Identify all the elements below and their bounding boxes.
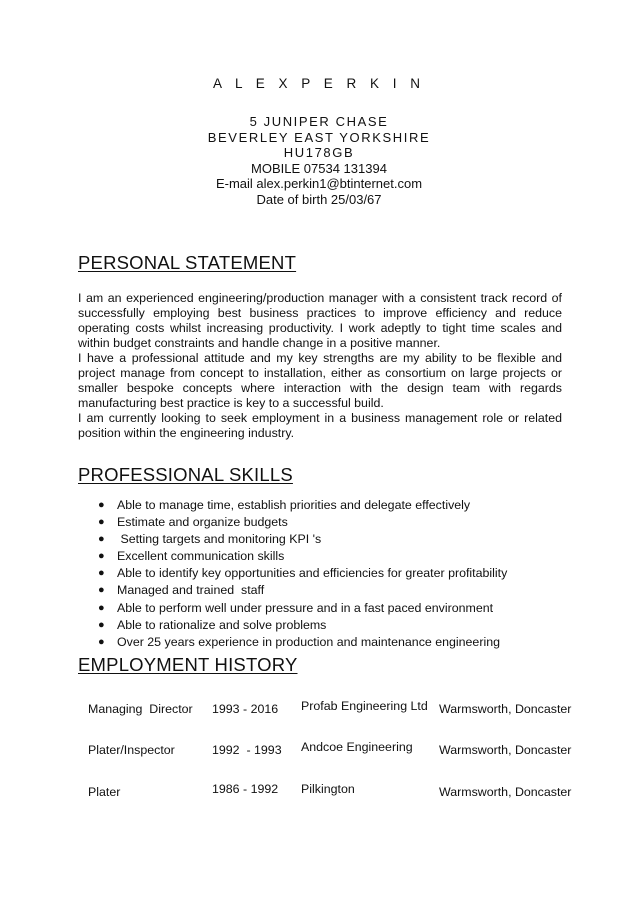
bullet-icon: ● (98, 499, 105, 511)
bullet-icon: ● (98, 618, 105, 631)
bullet-icon: ● (98, 601, 105, 614)
job-years: 1986 - 1992 (212, 782, 279, 796)
job-location: Warmsworth, Doncaster (439, 743, 572, 757)
skill-text: Over 25 years experience in production and maintenance engineering (117, 634, 500, 649)
date-of-birth: Date of birth 25/03/67 (256, 191, 382, 207)
contact-block (0, 114, 638, 208)
job-years: 1992 - 1993 (212, 743, 282, 757)
bullet-icon: ● (98, 635, 105, 648)
bullet-icon: ● (98, 516, 105, 529)
bullet-icon: ● (98, 584, 105, 597)
job-role: Plater/Inspector (88, 743, 175, 757)
personal-statement-heading: PERSONAL STATEMENT (78, 252, 297, 273)
mobile-number: MOBILE 07534 131394 (251, 160, 387, 176)
email-address: E-mail alex.perkin1@btinternet.com (215, 176, 423, 192)
bullet-icon: ● (98, 550, 105, 563)
skill-text: Setting targets and monitoring KPI 's (117, 532, 322, 547)
address-line-1: 5 JUNIPER CHASE (249, 114, 389, 129)
skill-text: Estimate and organize budgets (117, 515, 288, 530)
list-item (98, 514, 507, 531)
job-location: Warmsworth, Doncaster (439, 702, 572, 716)
bullet-icon: ● (98, 533, 105, 546)
skill-text: Able to rationalize and solve problems (117, 617, 327, 632)
list-item (98, 582, 507, 599)
skill-text: Excellent communication skills (117, 549, 285, 564)
list-item (98, 531, 507, 548)
postcode: HU178GB (283, 145, 355, 161)
skill-text: Managed and trained staff (117, 583, 265, 598)
job-company: Andcoe Engineering (301, 740, 413, 754)
personal-statement-paragraph-1: I am an experienced engineering/production manager with a consistent track record of successfully employing best business practices to improve efficiency and reduce operating costs whilst increasing productivity. I work adeptly to tight time scales and within budget constraints and handle change in a positive manner. (78, 291, 562, 350)
personal-statement-paragraph-3: I am currently looking to seek employment in a business management role or related position within the engineering industry. (78, 411, 562, 440)
job-company: Pilkington (301, 782, 355, 796)
job-role: Plater (88, 785, 121, 799)
table-row (0, 782, 638, 805)
personal-statement-paragraph-2: I have a professional attitude and my key strengths are my ability to be flexible and project manage from concept to installation, either as consortium on large projects or smaller bespoke concepts where interaction with the design team with regards manufacturing best practice is key to a successful build. (78, 351, 562, 410)
job-role: Managing Director (88, 702, 193, 716)
list-item (98, 565, 507, 582)
list-item (98, 617, 507, 634)
address-line-2: BEVERLEY EAST YORKSHIRE (207, 129, 431, 145)
candidate-name: A L E X P E R K I N (212, 76, 426, 91)
skills-list (98, 497, 507, 651)
skill-text: Able to perform well under pressure and in a fast paced environment (117, 600, 494, 615)
list-item (98, 548, 507, 565)
list-item (98, 497, 507, 514)
skill-text: Able to manage time, establish priorities and delegate effectively (117, 498, 471, 512)
job-years: 1993 - 2016 (212, 702, 279, 716)
job-location: Warmsworth, Doncaster (439, 785, 572, 799)
list-item (98, 600, 507, 617)
bullet-icon: ● (98, 567, 105, 580)
job-company: Profab Engineering Ltd (301, 699, 428, 713)
table-row (0, 699, 638, 722)
professional-skills-heading: PROFESSIONAL SKILLS (78, 464, 293, 485)
table-row (0, 740, 638, 763)
skill-text: Able to identify key opportunities and efficiencies for greater profitability (117, 566, 508, 581)
employment-history-heading: EMPLOYMENT HISTORY (78, 654, 298, 675)
list-item (98, 634, 507, 651)
